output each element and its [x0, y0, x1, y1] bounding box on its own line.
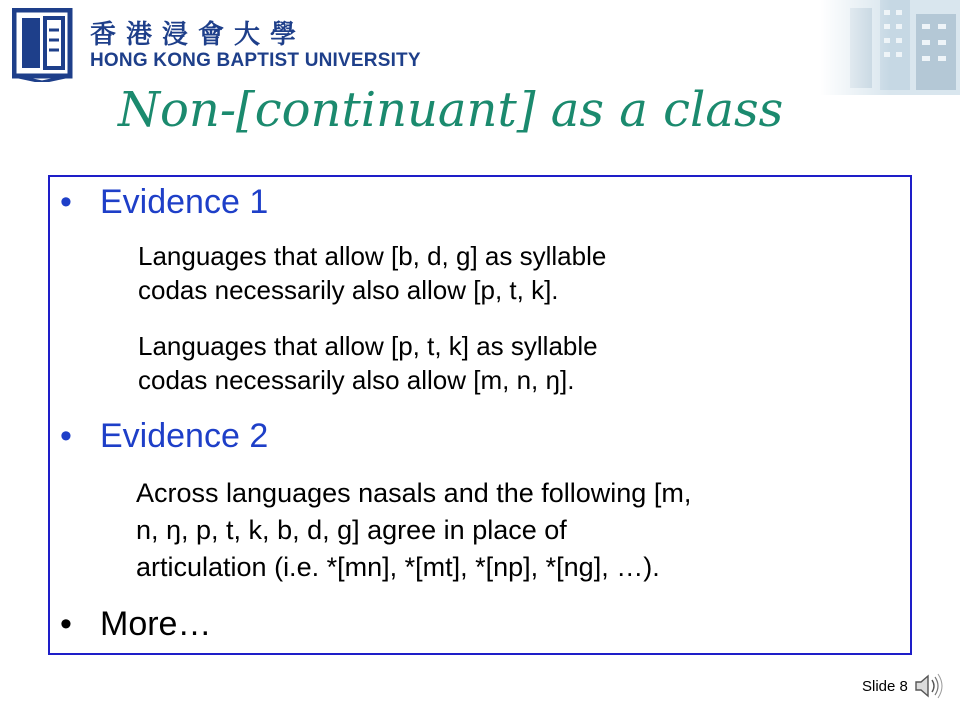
evidence-1-label: Evidence 1 — [100, 183, 269, 221]
bullet-icon: • — [60, 417, 72, 455]
evidence-1-paragraph-1 — [138, 239, 908, 307]
bullet-icon: • — [60, 605, 72, 643]
slide-number: Slide 8 — [862, 678, 908, 695]
bullet-evidence-1 — [60, 183, 268, 222]
evidence-1-para-1-line-2: codas necessarily also allow [p, t, k]. — [138, 275, 559, 305]
header — [0, 0, 960, 92]
more-label: More… — [100, 605, 212, 643]
evidence-2-paragraph — [136, 475, 906, 586]
bullet-icon: • — [60, 183, 72, 221]
evidence-1-para-1-line-1: Languages that allow [b, d, g] as syllable — [138, 241, 607, 271]
university-chinese-name: 香港浸會大學 — [90, 20, 307, 50]
campus-building-image — [820, 0, 960, 95]
evidence-1-para-2-line-1: Languages that allow [p, t, k] as syllable — [138, 331, 598, 361]
university-english-name: HONG KONG BAPTIST UNIVERSITY — [90, 50, 421, 71]
evidence-2-line-2: n, ŋ, p, t, k, b, d, g] agree in place of — [136, 515, 567, 545]
slide-title: Non-[continuant] as a class — [118, 82, 784, 138]
evidence-1-paragraph-2 — [138, 329, 908, 397]
bullet-evidence-2 — [60, 417, 268, 456]
university-logo — [12, 8, 74, 82]
evidence-2-line-1: Across languages nasals and the following [m, — [136, 478, 692, 508]
speaker-icon[interactable] — [912, 670, 944, 702]
evidence-2-label: Evidence 2 — [100, 417, 269, 455]
bullet-more — [60, 605, 211, 644]
content-box — [48, 175, 912, 655]
evidence-2-line-3: articulation (i.e. *[mn], *[mt], *[np], *[ng], …). — [136, 552, 660, 582]
evidence-1-para-2-line-2: codas necessarily also allow [m, n, ŋ]. — [138, 365, 575, 395]
